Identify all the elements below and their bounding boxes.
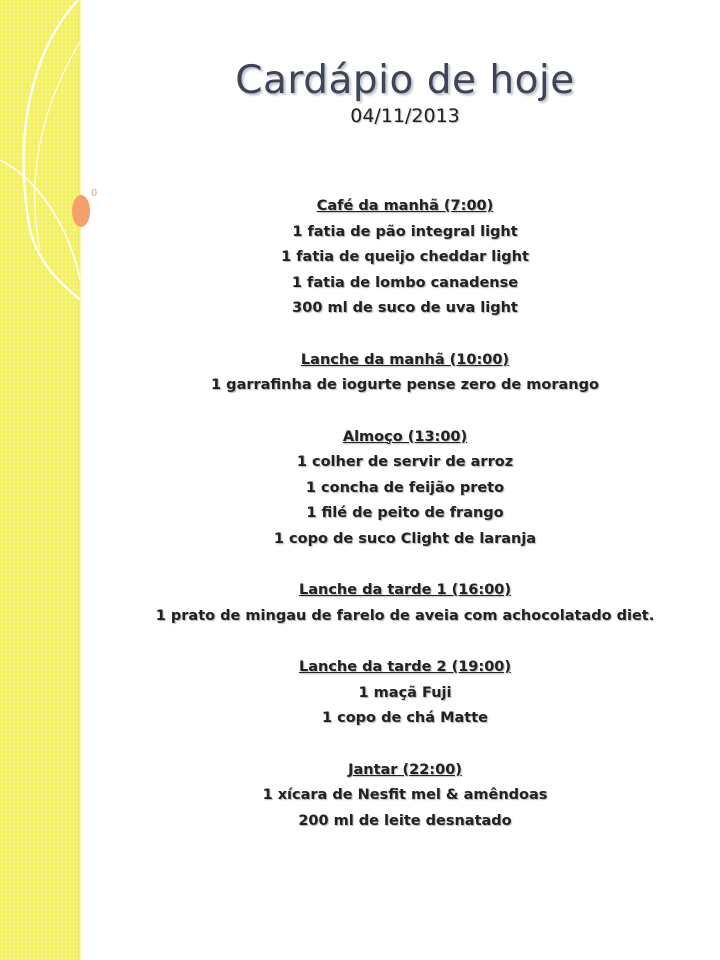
meal-item: 1 prato de mingau de farelo de aveia com achocolatado diet.	[155, 607, 655, 624]
meal-item: 1 xícara de Nesfit mel & amêndoas	[262, 787, 548, 803]
meal-section	[120, 348, 690, 399]
meal-section	[120, 655, 690, 732]
meal-item: 300 ml de suco de uva light	[292, 300, 518, 316]
meal-item: 1 fatia de lombo canadense	[291, 274, 519, 291]
meal-title: Lanche da manhã (10:00)	[300, 351, 510, 368]
meal-item: 1 fatia de pão integral light	[292, 223, 518, 240]
meal-title: Almoço (13:00)	[342, 428, 468, 445]
meal-item: 1 garrafinha de iogurte pense zero de morango	[211, 377, 599, 393]
meal-section	[120, 578, 690, 629]
decor-mark: 0	[91, 188, 98, 199]
meal-title: Jantar (22:00)	[348, 761, 462, 778]
meal-item: 1 filé de peito de frango	[306, 505, 504, 521]
meal-section	[120, 425, 690, 553]
decorative-swirl	[0, 0, 140, 300]
meal-item: 1 fatia de queijo cheddar light	[281, 249, 529, 265]
meal-item: 1 copo de suco Clight de laranja	[273, 530, 537, 547]
menu-list	[120, 194, 690, 860]
header	[0, 58, 720, 127]
meal-item: 1 maçã Fuji	[358, 684, 452, 701]
meal-item: 200 ml de leite desnatado	[298, 812, 512, 829]
accent-dot	[72, 195, 90, 227]
page-title: Cardápio de hoje	[235, 58, 575, 103]
meal-section	[120, 194, 690, 322]
meal-section	[120, 758, 690, 835]
page-date: 04/11/2013	[350, 105, 460, 127]
meal-title: Lanche da tarde 2 (19:00)	[298, 659, 512, 675]
meal-item: 1 concha de feijão preto	[305, 479, 505, 496]
meal-title: Café da manhã (7:00)	[316, 198, 494, 214]
meal-title: Lanche da tarde 1 (16:00)	[298, 582, 512, 598]
meal-item: 1 copo de chá Matte	[321, 710, 488, 726]
meal-item: 1 colher de servir de arroz	[296, 454, 514, 470]
